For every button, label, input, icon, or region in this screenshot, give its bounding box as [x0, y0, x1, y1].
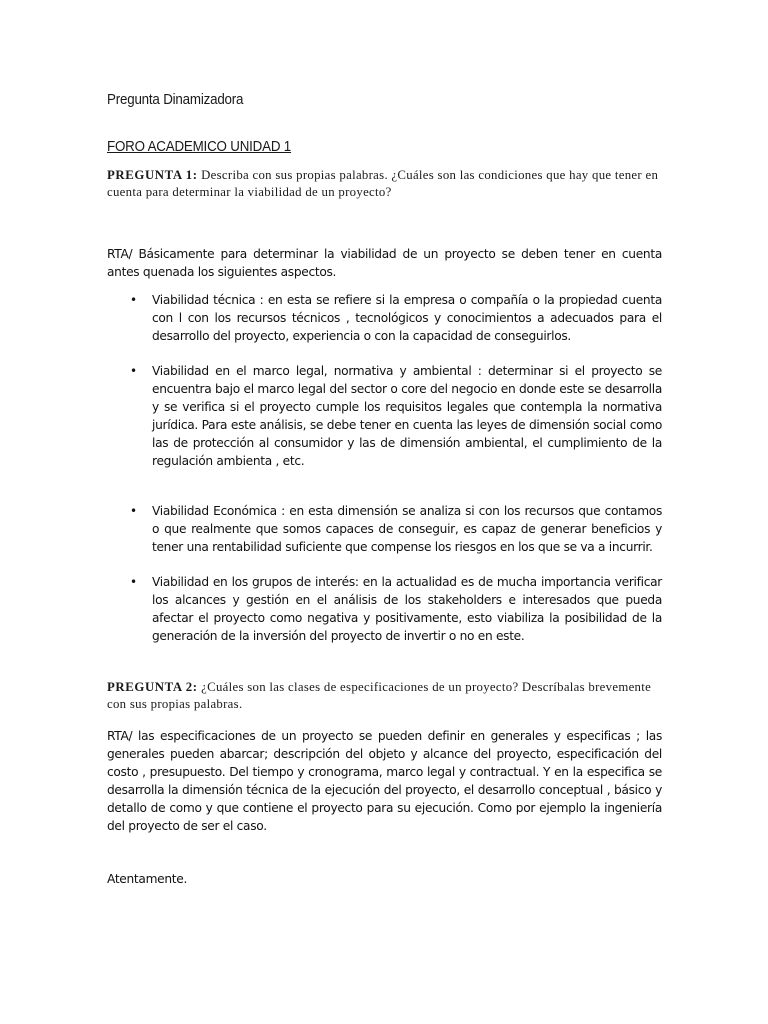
bullet-text: Viabilidad técnica : en esta se refiere si la empresa o compañía o la propiedad cuenta con l con los recursos técnicos , tecnológicos y conocimientos a adecuados para el desarrollo del proyecto, experiencia o con la capacidad de conseguirlos.	[152, 293, 662, 343]
answer-1-bullet-list	[130, 291, 662, 345]
question-2	[107, 679, 667, 713]
bullet-icon: •	[130, 504, 137, 518]
closing-signature: Atentamente.	[107, 872, 188, 886]
document-heading: Pregunta Dinamizadora	[107, 92, 244, 108]
bullet-text: Viabilidad en el marco legal, normativa y ambiental : determinar si el proyecto se encuentra bajo el marco legal del sector o core del negocio en donde este se desarrolla y se verifica si el proyecto cumple los requisitos legales que contempla la normativa jurídica. Para este análisis, se debe tener en cuenta las leyes de dimensión social como las de protección al consumidor y las de dimensión ambiental, el cumplimiento de la regulación ambienta , etc.	[152, 364, 662, 468]
bullet-icon: •	[130, 575, 137, 589]
question-2-text: ¿Cuáles son las clases de especificaciones de un proyecto? Descríbalas brevemente con sus propias palabras.	[107, 680, 652, 711]
bullet-item	[130, 362, 662, 470]
bullet-icon: •	[130, 364, 137, 378]
answer-1-bullet-list	[130, 502, 662, 556]
bullet-item	[130, 502, 662, 556]
forum-title: FORO ACADEMICO UNIDAD 1	[107, 139, 292, 155]
bullet-text: Viabilidad Económica : en esta dimensión se analiza si con los recursos que contamos o que realmente que somos capaces de conseguir, es capaz de generar beneficios y tener una rentabilidad suficiente que compense los riesgos en los que se va a incurrir.	[152, 504, 662, 554]
question-1	[107, 167, 667, 201]
bullet-item	[130, 573, 662, 645]
answer-1-bullet-list	[130, 573, 662, 645]
answer-1-bullet-list	[130, 362, 662, 470]
answer-2: RTA/ las especificaciones de un proyecto se pueden definir en generales y especificas ; las generales pueden abarcar; descripción del objeto y alcance del proyecto, especificación del costo , presupuesto. Del tiempo y cronograma, marco legal y contractual. Y en la especifica se desarrolla la dimensión técnica de la ejecución del proyecto, el desarrollo conceptual , básico y detallo de como y que contiene el proyecto para su ejecución. Como por ejemplo la ingeniería del proyecto de ser el caso.	[107, 729, 662, 833]
question-1-label: PREGUNTA 1:	[107, 168, 198, 182]
answer-1-intro: RTA/ Básicamente para determinar la viabilidad de un proyecto se deben tener en cuenta antes quenada los siguientes aspectos.	[107, 247, 662, 279]
bullet-text: Viabilidad en los grupos de interés: en la actualidad es de mucha importancia verificar los alcances y gestión en el análisis de los stakeholders e interesados que pueda afectar el proyecto como negativa y positivamente, esto viabiliza la posibilidad de la generación de la inversión del proyecto de invertir o no en este.	[152, 575, 662, 643]
question-2-label: PREGUNTA 2:	[107, 680, 198, 694]
bullet-icon: •	[130, 293, 137, 307]
question-1-text: Describa con sus propias palabras. ¿Cuáles son las condiciones que hay que tener en cuenta para determinar la viabilidad de un proyecto?	[107, 168, 659, 199]
bullet-item	[130, 291, 662, 345]
